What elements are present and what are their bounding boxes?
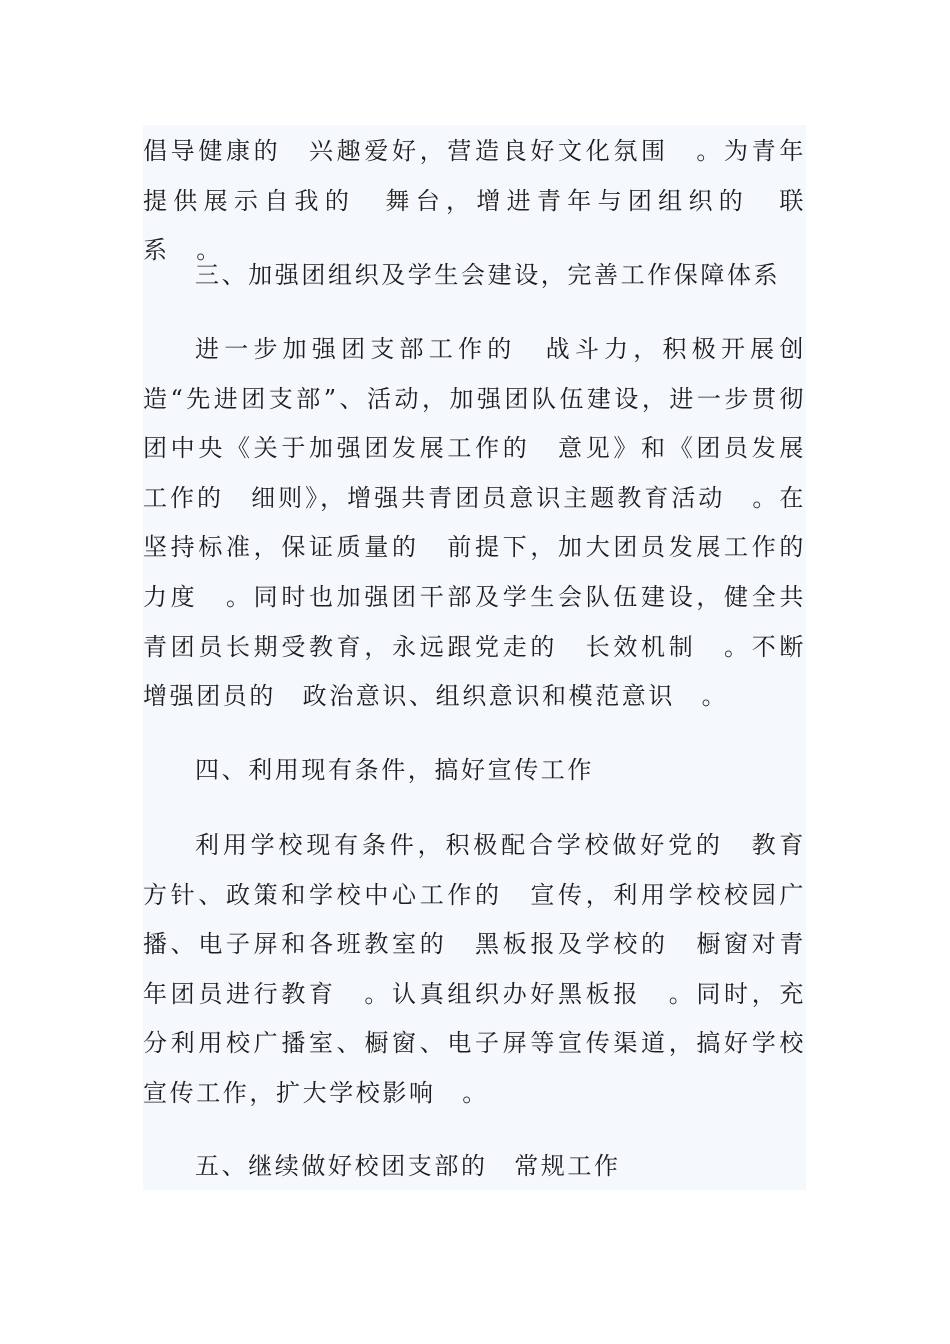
section-heading-3: 三、加强团组织及学生会建设，完善工作保障体系 — [195, 261, 781, 289]
paragraph-intro: 倡导健康的 兴趣爱好，营造良好文化氛围 。为青年提供展示自我的 舞台，增进青年与团组织的 联系 。 — [143, 137, 806, 265]
paragraph-section-4: 利用学校现有条件，积极配合学校做好党的 教育方针、政策和学校中心工作的 宣传，利用学校校园广播、电子屏和各班教室的 黑板报及学校的 橱窗对青年团员进行教育 。认真组织办好黑板报 。同时，充分利用校广播室、橱窗、电子屏等宣传渠道，搞好学校宣传工作，扩大学校影响 。 — [143, 831, 806, 1107]
paragraph-section-3: 进一步加强团支部工作的 战斗力，积极开展创造“先进团支部”、活动，加强团队伍建设，进一步贯彻团中央《关于加强团发展工作的 意见》和《团员发展工作的 细则》，增强共青团员意识主题教育活动 。在坚持标准，保证质量的 前提下，加大团员发展工作的 力度 。同时也加强团干部及学生会队伍建设，健全共青团员长期受教育，永远跟党走的 长效机制 。不断增强团员的 政治意识、组织意识和模范意识 。 — [143, 335, 833, 711]
section-heading-5: 五、继续做好校团支部的 常规工作 — [195, 1152, 621, 1180]
section-heading-4: 四、利用现有条件，搞好宣传工作 — [195, 756, 594, 784]
document-page — [143, 125, 833, 1190]
